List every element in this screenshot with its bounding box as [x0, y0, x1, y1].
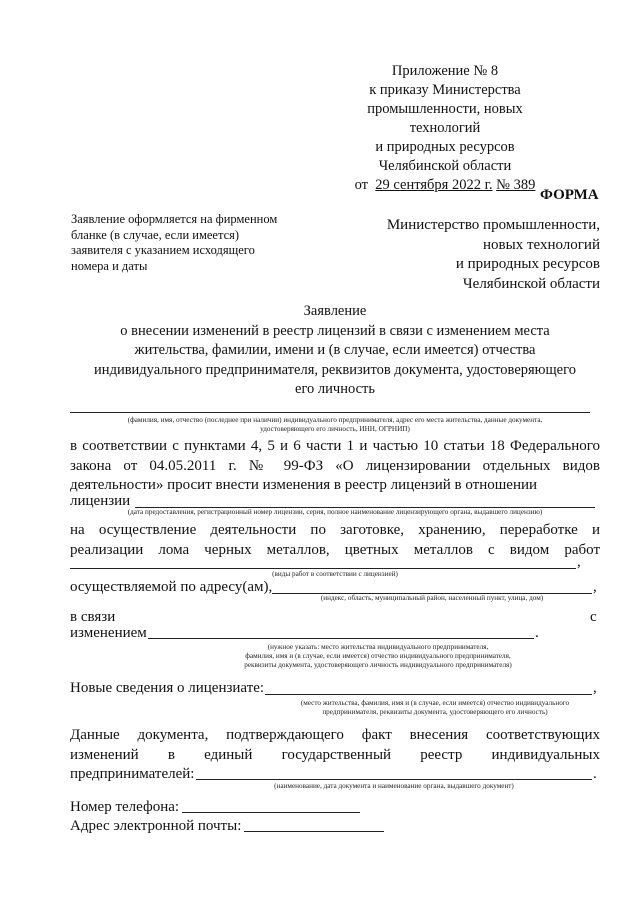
addressee-block [360, 216, 600, 294]
annex-number: № 389 [496, 177, 536, 193]
license-hint: (дата предоставления, регистрационный номер лицензии, серия, полное наименование лицензирующего органа, выдавшего лицензию) [127, 508, 543, 516]
document-data-label: предпринимателей: [70, 766, 195, 782]
annex-date: 29 сентября 2022 г. [375, 177, 493, 193]
document-data-field-line[interactable] [196, 779, 592, 780]
annex-date-line [340, 176, 550, 195]
change-hint-2: фамилия, имя и (в случае, если имеется) отчество индивидуального предпринимателя, [245, 652, 511, 660]
new-info-hint-1: (место жительства, фамилия, имя и (в случае, если имеется) отчество индивидуального [300, 699, 570, 707]
addressee-line-3: и природных ресурсов [455, 256, 600, 272]
applicant-field-line[interactable] [70, 412, 590, 413]
annex-line-4: и природных ресурсов [375, 139, 515, 155]
annex-line-5: Челябинской области [378, 158, 512, 174]
title-line-1: Заявление [303, 303, 367, 319]
title-line-5: его личность [295, 381, 375, 397]
new-info-label: Новые сведения о лицензиате: [70, 680, 265, 696]
work-types-comma: , [577, 554, 581, 570]
new-info-hint-2: предпринимателя, реквизиты документа, удостоверяющего его личность) [322, 708, 548, 716]
legal-basis-paragraph: в соответствии с пунктами 4, 5 и 6 части 1 и частью 10 статьи 18 Федерального закона от 04.05.2011 г. № 99-ФЗ «О лицензировании отдельных видов деятельности» просит внести изменения в реестр лицензий в отношении [70, 438, 600, 493]
email-label: Адрес электронной почты: [70, 818, 242, 834]
title-line-2: о внесении изменений в реестр лицензий в связи с изменением места [120, 322, 550, 339]
new-info-comma: , [593, 680, 597, 696]
forma-label: ФОРМА [540, 187, 599, 203]
applicant-hint-1: (фамилия, имя, отчество (последнее при наличии) индивидуального предпринимателя, адрес его места жительства, данные документа, [127, 416, 543, 424]
document-title [70, 302, 600, 400]
document-data-hint: (наименование, дата документа и наименование органа, выдавшего документ) [274, 782, 514, 790]
change-hint-3: реквизиты документа, удостоверяющего личность индивидуального предпринимателя) [244, 661, 512, 669]
phone-field-line[interactable] [182, 812, 360, 813]
document-data-period: . [593, 766, 597, 782]
change-hint-1: (нужное указать: место жительства индивидуального предпринимателя, [267, 643, 489, 651]
email-field-line[interactable] [244, 831, 384, 832]
annex-line-3: промышленности, новых технологий [367, 101, 523, 136]
license-label: лицензии [70, 493, 131, 509]
work-types-field-line[interactable] [70, 568, 576, 569]
blank-note: Заявление оформляется на фирменном бланке (в случае, если имеется) заявителя с указанием исходящего номера и даты [71, 212, 278, 273]
addressee-line-2: новых технологий [483, 236, 600, 253]
change-field-line[interactable] [148, 638, 534, 639]
addressee-line-1: Министерство промышленности, [386, 217, 600, 233]
annex-line-1: Приложение № 8 [391, 63, 499, 79]
annex-header [340, 62, 550, 195]
phone-label: Номер телефона: [70, 799, 180, 815]
in-connection-label: в связи [70, 609, 116, 625]
annex-date-prefix: от [354, 177, 369, 193]
address-comma: , [593, 579, 597, 595]
addressee-line-4: Челябинской области [462, 275, 600, 292]
activity-paragraph: на осуществление деятельности по заготовке, хранению, переработке и реализации лома черных металлов, цветных металлов с видом работ [70, 522, 600, 558]
preposition-c: с [590, 609, 597, 625]
applicant-hint-2: удостоверяющего его личность, ИНН, ОГРНИП) [260, 425, 410, 433]
address-hint: (индекс, область, муниципальный район, населенный пункт, улица, дом) [320, 594, 544, 602]
change-label: изменением [70, 625, 147, 641]
annex-line-2: к приказу Министерства [369, 82, 521, 98]
change-period: . [535, 625, 539, 641]
new-info-field-line[interactable] [265, 694, 592, 695]
address-label: осуществляемой по адресу(ам), [70, 579, 273, 595]
title-line-4: индивидуального предпринимателя, реквизитов документа, удостоверяющего [94, 361, 576, 378]
work-types-hint: (виды работ в соответствии с лицензией) [272, 570, 398, 578]
document-data-paragraph: Данные документа, подтверждающего факт внесения соответствующих изменений в единый государственный реестр индивидуальных [70, 727, 600, 763]
title-line-3: жительства, фамилии, имени и (в случае, если имеется) отчества [134, 342, 536, 358]
